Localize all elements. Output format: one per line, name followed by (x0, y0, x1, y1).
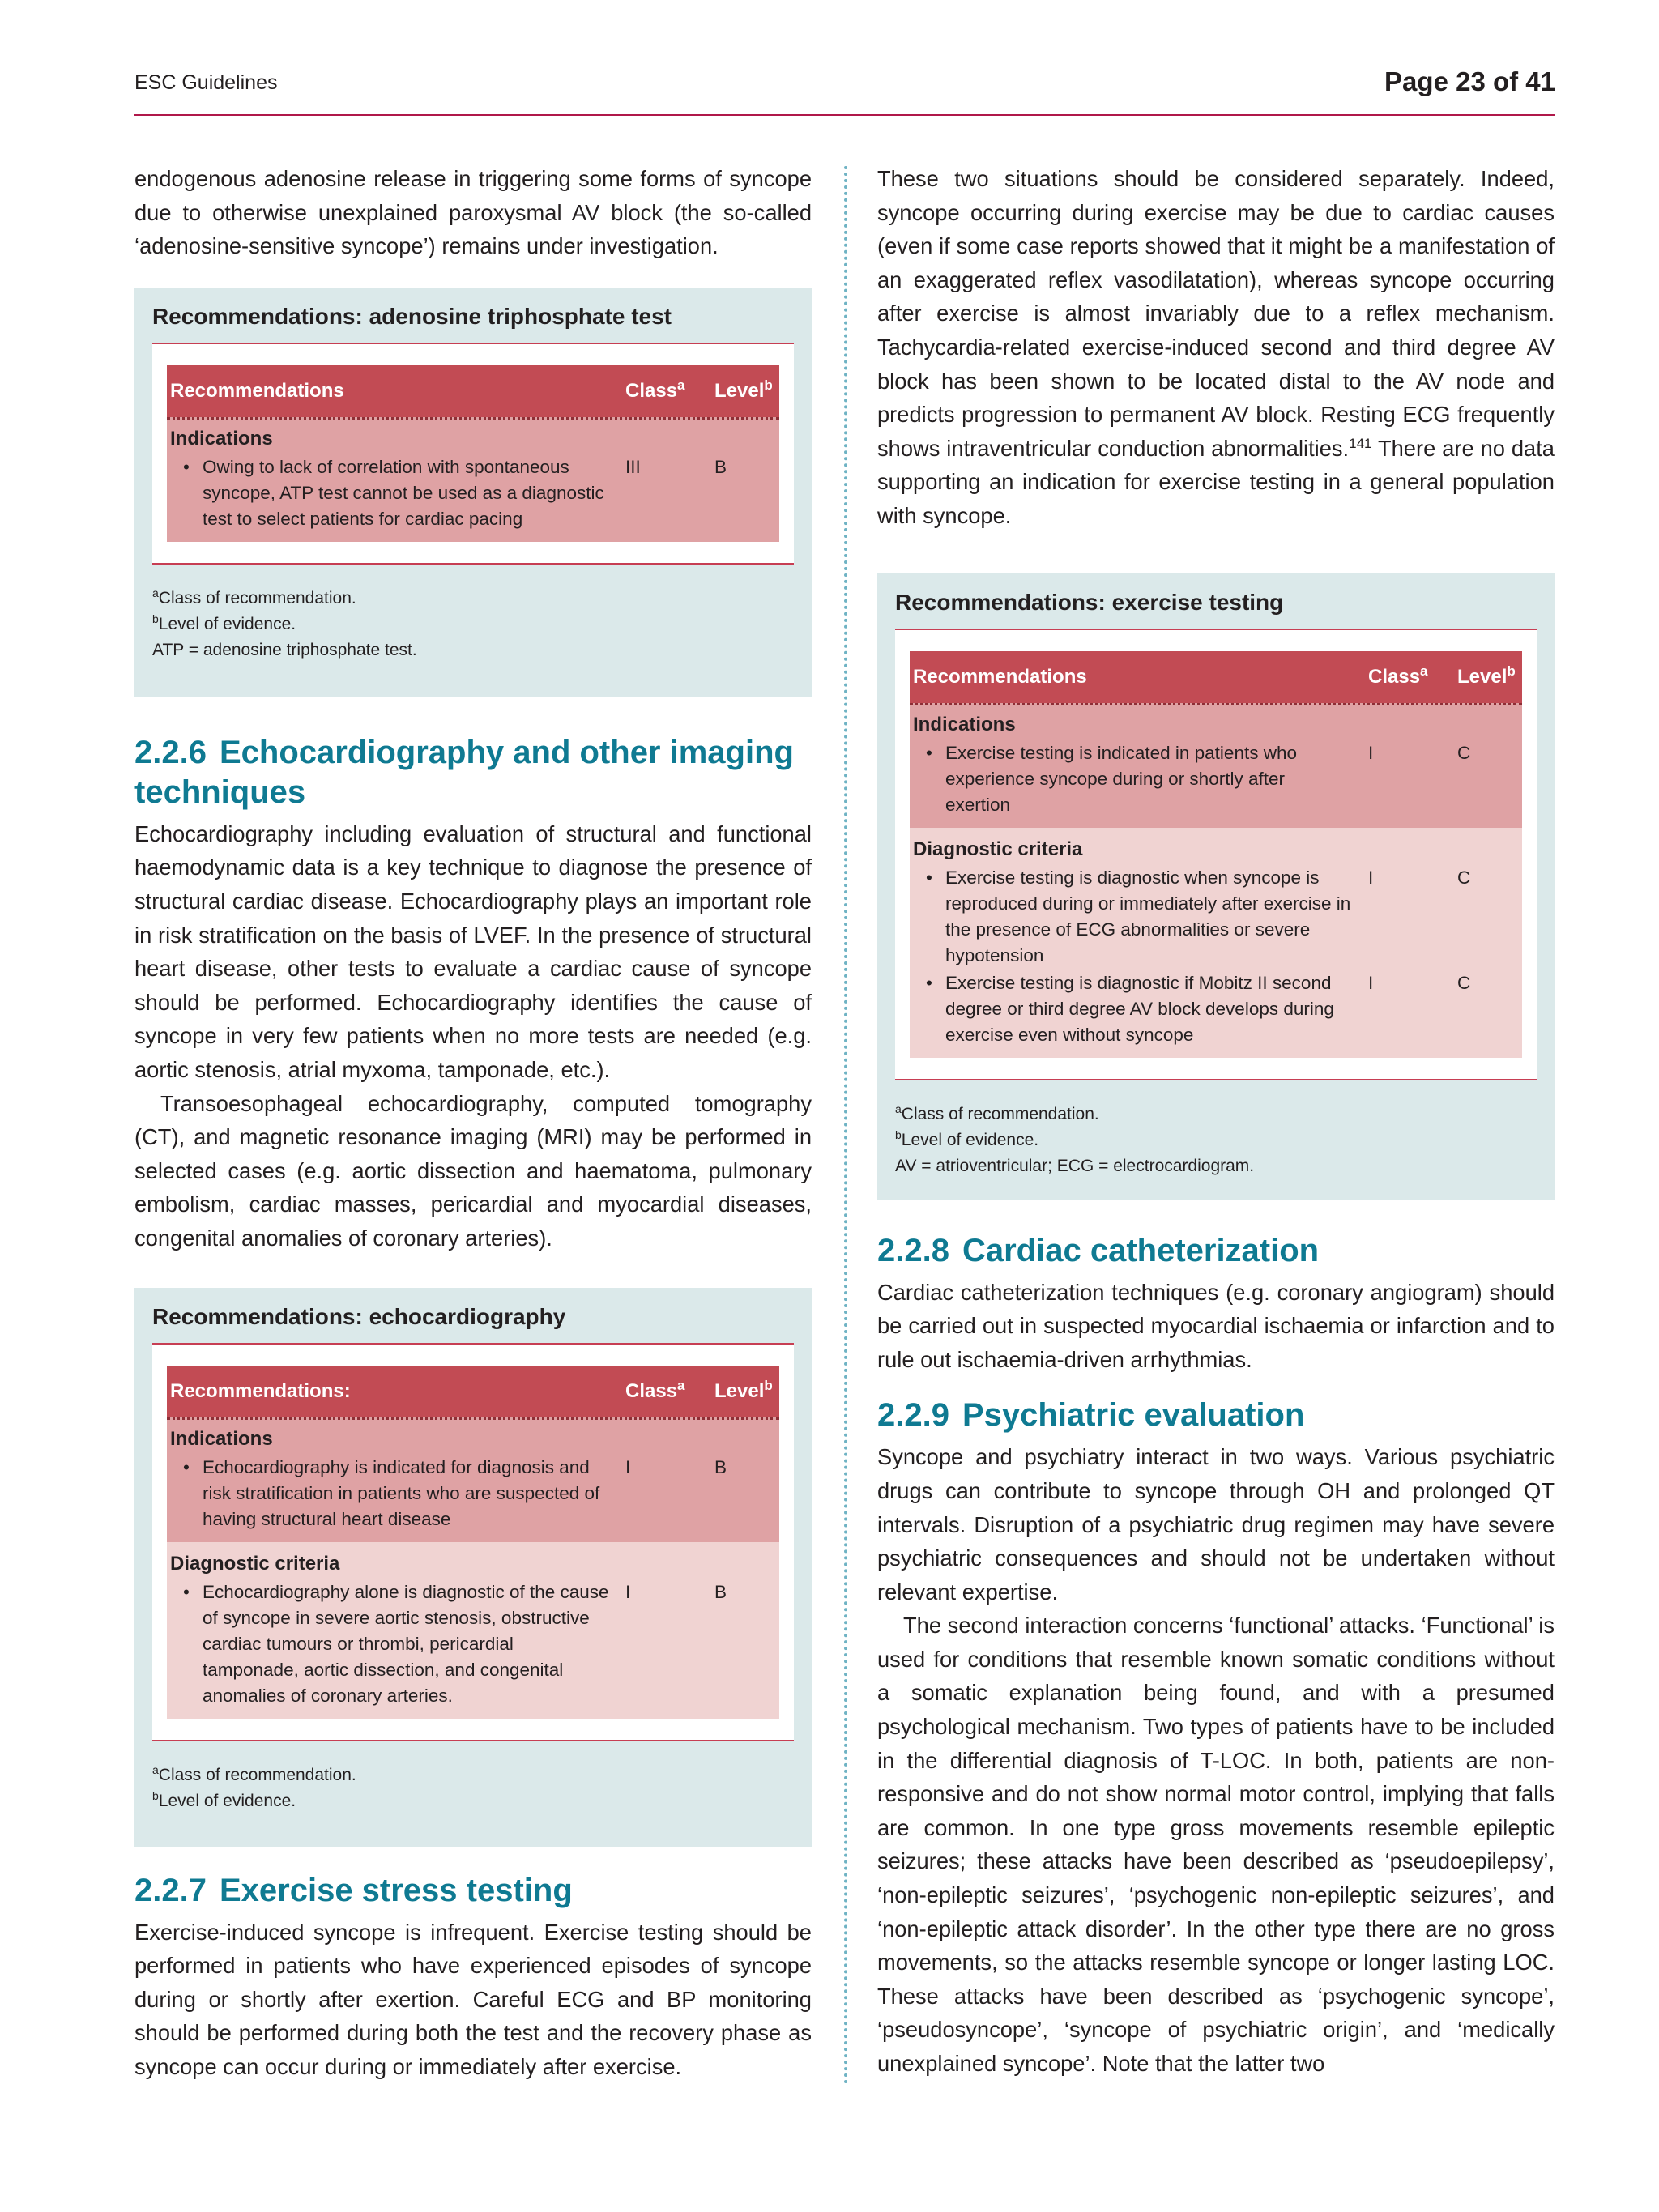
paragraph: The second interaction concerns ‘functional’ attacks. ‘Functional’ is used for conditions that resemble known somatic conditions without a somatic explanation being found, and with a presumed psychological mechanism. Two types of patients have to be included in the differential diagnosis of T-LOC. In both, patients are non-responsive and do not show normal motor control, implying that falls are common. In one type gross movements resemble epileptic seizures; these attacks have been described as ‘pseudoepilepsy’, ‘non-epileptic seizures’, ‘psychogenic non-epileptic seizures’, and ‘non-epileptic attack disorder’. In the other type there are no gross movements, so the attacks resemble syncope or longer lasting LOC. These attacks have been described as ‘psychogenic syncope’, ‘pseudosyncope’, ‘syncope of psychiatric origin’, and ‘medically unexplained syncope’. Note that the latter two (877, 1613, 1555, 2076)
box-footnotes (152, 586, 794, 663)
intro-paragraph: endogenous adenosine release in triggering some forms of syncope due to otherwise unexplained paroxysmal AV block (the so-called ‘adenosine-sensitive syncope’) remains under investigation. (134, 166, 812, 259)
citation-ref: 141 (1349, 435, 1372, 451)
paragraph: Transoesophageal echocardiography, computed tomography (CT), and magnetic resonance imaging (MRI) may be performed in selected cases (e.g. aortic dissection and haematoma, pulmonary embolism, cardiac masses, pericardial and myocardial diseases, congenital anomalies of coronary arteries). (134, 1090, 812, 1251)
class-value: I (1368, 867, 1374, 888)
box-title: Recommendations: echocardiography (152, 1303, 566, 1329)
atp-recommendations-box (134, 288, 812, 697)
left-column (134, 162, 812, 2083)
paragraph: Exercise-induced syncope is infrequent. Exercise testing should be performed in patients who have experienced episodes of syncope during or shortly after exertion. Careful ECG and BP monitoring should be performed during both the test and the recovery phase as syncope can occur during or immediately after exercise. (134, 1919, 812, 2079)
level-value: C (1457, 972, 1471, 993)
box-title: Recommendations: exercise testing (895, 589, 1284, 615)
bullet-icon: • (926, 742, 932, 763)
indications-section (167, 1417, 779, 1542)
header-rule (134, 114, 1555, 116)
header-class: Class$^a$ (625, 377, 685, 402)
header-level: Level$^b$ (1457, 663, 1516, 688)
section-heading-2-2-8: 2.2.8 Cardiac catheterization (877, 1232, 1320, 1268)
column-divider (844, 166, 847, 2086)
diagnostic-criteria-section (910, 828, 1522, 1058)
recommendation-text: Exercise testing is indicated in patients who experience syncope during or shortly after exertion (945, 742, 1297, 815)
box-footnotes (895, 1102, 1537, 1179)
header-class: Class$^a$ (1368, 663, 1428, 688)
header-recommendations: Recommendations: (170, 1379, 351, 1402)
header-recommendations: Recommendations (170, 379, 344, 402)
table-row (913, 970, 1519, 1048)
box-rule (895, 1079, 1537, 1080)
footnote-a: $^a$Class of recommendation. (152, 586, 356, 607)
box-rule (152, 1740, 794, 1741)
right-column (877, 162, 1555, 2081)
header-level: Level$^b$ (714, 377, 773, 402)
level-value: B (714, 1456, 727, 1477)
section-title: Diagnostic criteria (170, 1552, 340, 1575)
class-value: I (625, 1581, 631, 1602)
section-title: Indications (170, 427, 273, 450)
indications-section (910, 703, 1522, 828)
footnote-b: $^b$Level of evidence. (152, 612, 296, 633)
table-row (913, 865, 1519, 969)
table-header (167, 1366, 779, 1417)
bullet-icon: • (183, 456, 190, 477)
journal-name: ESC Guidelines (134, 71, 278, 94)
bullet-icon: • (183, 1456, 190, 1477)
indications-section (167, 417, 779, 542)
bullet-icon: • (926, 867, 932, 888)
level-value: C (1457, 742, 1471, 763)
footnote-b: $^b$Level of evidence. (895, 1127, 1039, 1149)
level-value: B (714, 456, 727, 477)
header-level: Level$^b$ (714, 1377, 773, 1402)
page-number: Page 23 of 41 (1384, 66, 1555, 96)
recommendation-text: Exercise testing is diagnostic when syncope is reproduced during or immediately after exercise in the presence of ECG abnormalities or severe hypotension (945, 867, 1351, 965)
footnote-b: $^b$Level of evidence. (152, 1788, 296, 1810)
section-heading-2-2-6: 2.2.6 Echocardiography and other imaging techniques (134, 734, 794, 810)
box-rule (152, 563, 794, 565)
recommendation-table (152, 344, 794, 563)
footnote-a: $^a$Class of recommendation. (895, 1102, 1099, 1123)
bullet-icon: • (183, 1581, 190, 1602)
table-row (170, 454, 776, 532)
section-heading-2-2-7: 2.2.7 Exercise stress testing (134, 1872, 573, 1908)
recommendation-table (152, 1345, 794, 1740)
footnote-a: $^a$Class of recommendation. (152, 1762, 356, 1784)
recommendation-text: Echocardiography is indicated for diagnosis and risk stratification in patients who are suspected of having structural heart disease (203, 1456, 600, 1529)
exercise-recommendations-box (877, 573, 1555, 1200)
section-title: Indications (913, 713, 1016, 735)
recommendation-table (895, 630, 1537, 1079)
table-row (170, 1455, 776, 1532)
class-value: III (625, 456, 641, 477)
header-recommendations: Recommendations (913, 665, 1087, 688)
table-row (913, 740, 1519, 818)
level-value: C (1457, 867, 1471, 888)
recommendation-text: Echocardiography alone is diagnostic of the cause of syncope in severe aortic stenosis, obstructive cardiac tumours or thrombi, pericardial tamponade, aortic dissection, and congenital anomalies of coronary arteries. (203, 1581, 609, 1706)
table-header (167, 365, 779, 417)
recommendation-text: Exercise testing is diagnostic if Mobitz II second degree or third degree AV block develops during exercise even without syncope (945, 972, 1334, 1045)
bullet-icon: • (926, 972, 932, 993)
footnote-abbrev: ATP = adenosine triphosphate test. (152, 640, 417, 659)
table-row (170, 1579, 776, 1709)
paragraph: Cardiac catheterization techniques (e.g. coronary angiogram) should be carried out in suspected myocardial ischaemia or infarction and to rule out ischaemia-driven arrhythmias. (877, 1279, 1555, 1372)
section-title: Indications (170, 1427, 273, 1450)
class-value: I (1368, 972, 1374, 993)
paragraph: Echocardiography including evaluation of structural and functional haemodynamic data is a key technique to diagnose the presence of structural cardiac disease. Echocardiography plays an important role in risk stratification on the basis of LVEF. In the presence of structural heart disease, other tests to evaluate a cardiac cause of syncope should be performed. Echocardiography identifies the cause of syncope in very few patients when no more tests are needed (e.g. aortic stenosis, atrial myxoma, tamponade, etc.). (134, 820, 812, 1082)
table-header (910, 651, 1522, 703)
header-class: Class$^a$ (625, 1377, 685, 1402)
level-value: B (714, 1581, 727, 1602)
echo-recommendations-box (134, 1288, 812, 1847)
diagnostic-criteria-section (167, 1542, 779, 1719)
class-value: I (1368, 742, 1374, 763)
intro-paragraph: These two situations should be considered separately. Indeed, syncope occurring during exercise may be due to cardiac causes (even if some case reports showed that it might be a manifestation of an exaggerated reflex vasodilatation), whereas syncope occurring after exercise is almost invariably due to a reflex mechanism. Tachycardia-related exercise-induced second and third degree AV block has been shown to be located distal to the AV node and predicts progression to permanent AV block. Resting ECG frequently shows intraventricular conduction abnormalities.$^{141}$ There are no data supporting an indication for exercise testing in a general population with syncope. (877, 166, 1555, 528)
box-title: Recommendations: adenosine triphosphate test (152, 303, 672, 329)
section-title: Diagnostic criteria (913, 837, 1083, 860)
class-value: I (625, 1456, 631, 1477)
footnote-abbrev: AV = atrioventricular; ECG = electrocardiogram. (895, 1156, 1255, 1175)
box-footnotes (152, 1762, 794, 1814)
recommendation-text: Owing to lack of correlation with spontaneous syncope, ATP test cannot be used as a diagnostic test to select patients for cardiac pacing (203, 456, 604, 529)
section-heading-2-2-9: 2.2.9 Psychiatric evaluation (877, 1397, 1305, 1434)
paragraph: Syncope and psychiatry interact in two ways. Various psychiatric drugs can contribute to syncope through OH and prolonged QT intervals. Disruption of a psychiatric drug regimen may have severe psychiatric consequences and should not be undertaken without relevant expertise. (877, 1444, 1555, 1605)
